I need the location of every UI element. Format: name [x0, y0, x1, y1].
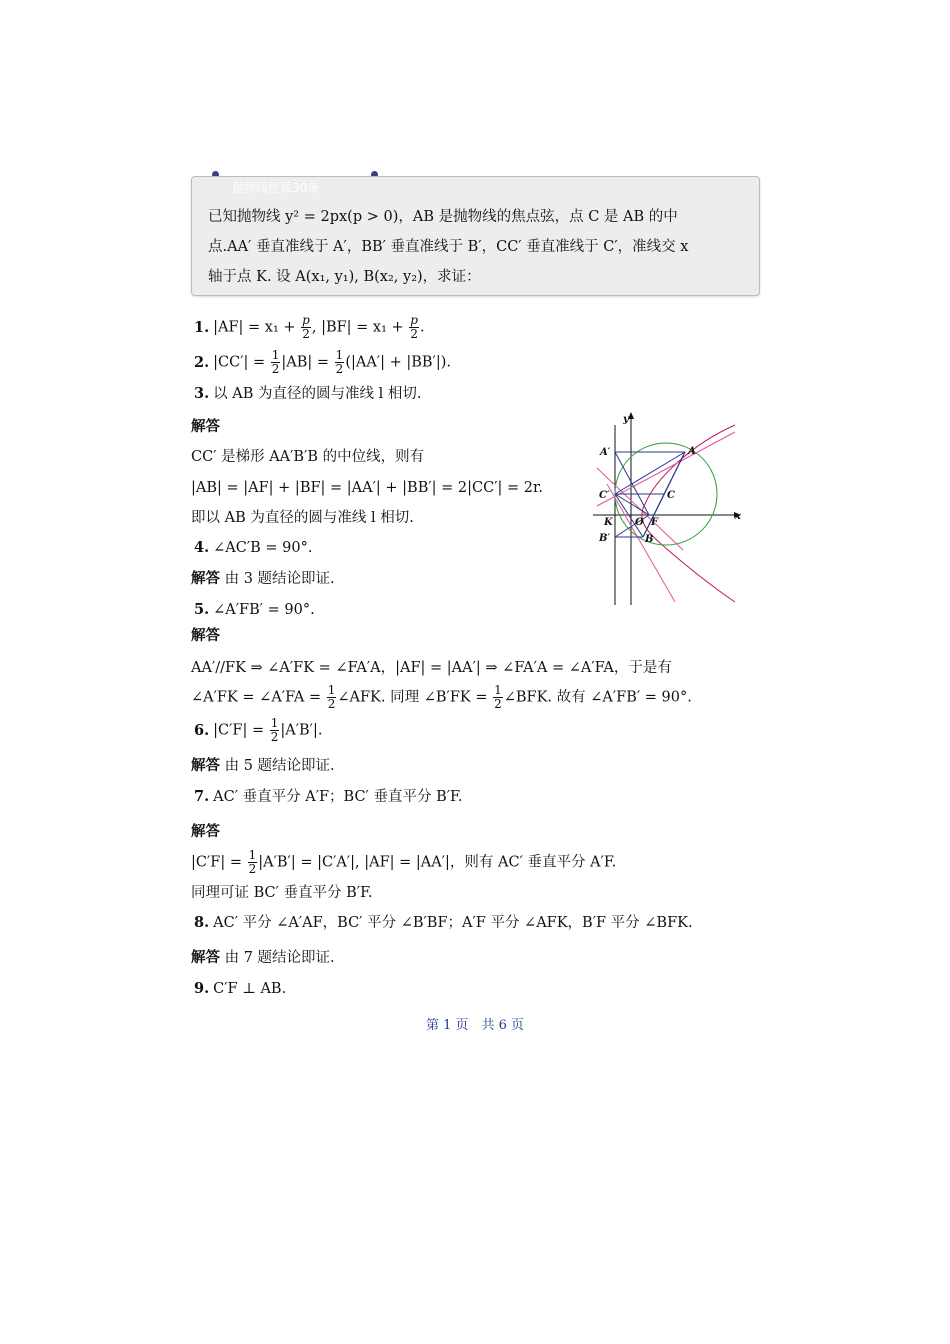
page-footer: 第 1 页 共 6 页 — [425, 1018, 525, 1033]
fraction: $\frac{1}{2}$ — [494, 683, 502, 711]
item-5: 5. ∠A′FB′ = 90°. — [194, 601, 315, 618]
answer-3-line-2: |AB| = |AF| + |BF| = |AA′| + |BB′| = 2|CC′| = 2r. — [191, 480, 543, 496]
item-7: 7. AC′ 垂直平分 A′F；BC′ 垂直平分 B′F. — [194, 788, 463, 805]
label-c: C — [667, 490, 675, 501]
fraction: $\frac{1}{2}$ — [270, 716, 279, 744]
section-title: 抛物线性质30条 — [232, 181, 320, 195]
fraction: $\frac{p}{2}$ — [410, 313, 418, 341]
problem-line-2: 点.AA′ 垂直准线于 A′，BB′ 垂直准线于 B′，CC′ 垂直准线于 C′，准线交 x — [208, 239, 689, 255]
answer-7-line-2: 同理可证 BC′ 垂直平分 B′F. — [191, 885, 373, 901]
parabola-figure — [585, 410, 755, 610]
label-o: O — [635, 517, 644, 528]
segment-b1f — [615, 515, 649, 537]
label-k: K — [604, 517, 613, 528]
answer-label-5: 解答 — [191, 627, 220, 644]
answer-3-line-1: CC′ 是梯形 AA′B′B 的中位线，则有 — [191, 449, 425, 465]
answer-4: 解答 由 3 题结论即证. — [191, 570, 335, 587]
fraction: $\frac{p}{2}$ — [302, 313, 310, 341]
answer-7-line-1: |C′F| = $\frac{1}{2}$ |A′B′| = |C′A′|, |AF| = |AA′|，则有 AC′ 垂直平分 A′F. — [191, 848, 617, 876]
fraction: $\frac{1}{2}$ — [248, 848, 257, 876]
item-9: 9. C′F ⊥ AB. — [194, 980, 287, 997]
answer-5-line-2: ∠A′FK = ∠A′FA = $\frac{1}{2}$ ∠AFK. 同理 ∠B′FK = $\frac{1}{2}$ ∠BFK. 故有 ∠A′FB′ = 90°. — [191, 683, 692, 711]
answer-label-7: 解答 — [191, 823, 220, 840]
y-axis-arrow — [628, 412, 634, 419]
answer-label-3: 解答 — [191, 418, 220, 435]
answer-8: 解答 由 7 题结论即证. — [191, 949, 335, 966]
fraction: $\frac{1}{2}$ — [335, 348, 344, 376]
fraction: $\frac{1}{2}$ — [271, 348, 280, 376]
label-b1: B′ — [599, 533, 611, 544]
answer-6: 解答 由 5 题结论即证. — [191, 757, 335, 774]
item-3: 3. 以 AB 为直径的圆与准线 l 相切. — [194, 385, 422, 402]
label-x: x — [735, 511, 741, 522]
label-a1: A′ — [600, 447, 611, 458]
item-8: 8. AC′ 平分 ∠A′AF，BC′ 平分 ∠B′BF；A′F 平分 ∠AFK，B′F 平分 ∠BFK. — [194, 914, 693, 931]
answer-5-line-1: AA′//FK ⇒ ∠A′FK = ∠FA′A，|AF| = |AA′| ⇒ ∠FA′A = ∠A′FA，于是有 — [191, 660, 672, 676]
label-a: A — [688, 446, 696, 457]
problem-line-1: 已知抛物线 y² = 2px(p > 0)，AB 是抛物线的焦点弦，点 C 是 AB 的中 — [208, 209, 678, 225]
label-y: y — [623, 414, 629, 425]
answer-3-line-3: 即以 AB 为直径的圆与准线 l 相切. — [191, 510, 414, 526]
label-f: F — [651, 517, 659, 528]
problem-line-3: 轴于点 K. 设 A(x₁, y₁), B(x₂, y₂)，求证： — [208, 269, 481, 285]
label-b: B — [645, 534, 654, 545]
label-c1: C′ — [599, 490, 610, 501]
item-4: 4. ∠AC′B = 90°. — [194, 539, 313, 556]
item-2: 2. |CC′| = $\frac{1}{2}$ |AB| = $\frac{1}{2}$ (|AA′| + |BB′|). — [194, 348, 451, 376]
tangent-line-b — [607, 484, 675, 602]
item-6: 6. |C′F| = $\frac{1}{2}$ |A′B′|. — [194, 716, 323, 744]
item-1: 1. |AF| = x₁ + $\frac{p}{2}$ , |BF| = x₁ + $\frac{p}{2}$ . — [194, 313, 425, 341]
fraction: $\frac{1}{2}$ — [327, 683, 336, 711]
